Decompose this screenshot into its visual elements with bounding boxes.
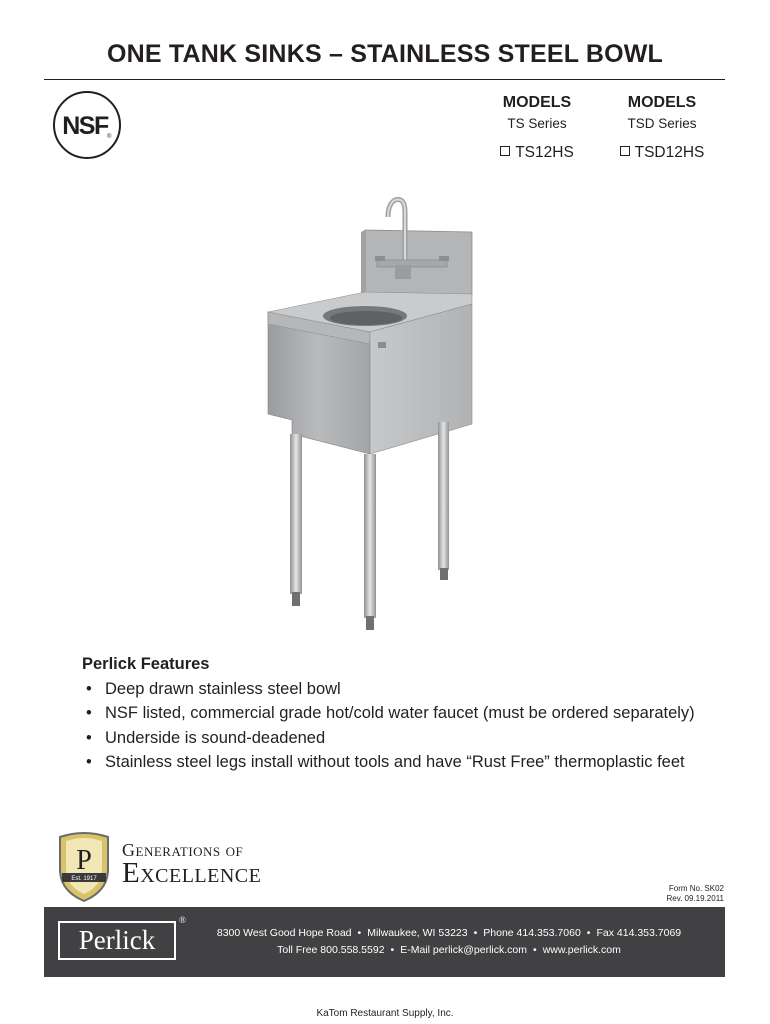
checkbox-icon[interactable] [620, 146, 630, 156]
website-link[interactable]: www.perlick.com [542, 944, 621, 956]
model-label: TS12HS [515, 144, 574, 161]
list-item: • NSF listed, commercial grade hot/cold water faucet (must be ordered separately) [82, 701, 722, 726]
series-label: TS Series [507, 116, 567, 131]
perlick-crest-logo [54, 831, 114, 903]
sink-product-image [230, 192, 520, 637]
models-column-ts [477, 94, 597, 162]
bullet-icon: • [86, 679, 92, 698]
nsf-logo-text: NSF [62, 112, 108, 140]
series-label: TSD Series [627, 116, 697, 131]
email-link[interactable]: E-Mail perlick@perlick.com [400, 944, 527, 956]
crest-est: Est. 1917 [71, 876, 97, 882]
bullet-icon: • [86, 728, 92, 747]
crest-letter: P [76, 845, 92, 876]
models-heading: MODELS [627, 94, 697, 111]
generations-tagline [122, 840, 261, 890]
model-option-tsd12hs[interactable] [602, 144, 722, 162]
list-item: • Deep drawn stainless steel bowl [82, 677, 722, 702]
model-option-ts12hs[interactable] [477, 144, 597, 162]
list-item: • Stainless steel legs install without tools and have “Rust Free” thermoplastic feet [82, 750, 722, 775]
features-heading: Perlick Features [82, 655, 210, 673]
nsf-logo [52, 90, 122, 160]
bullet-icon: • [86, 753, 92, 771]
form-number: Form No. SK02 Rev. 09.19.2011 [666, 884, 724, 903]
footer-contact [184, 925, 714, 959]
bullet-icon: • [86, 704, 92, 722]
model-label: TSD12HS [634, 144, 705, 161]
page-title: ONE TANK SINKS – STAINLESS STEEL BOWL [106, 40, 664, 68]
features-section [82, 652, 722, 775]
tagline-line2: Excellence [122, 857, 262, 889]
contact-line: Toll Free 800.558.5592 • E-Mail perlick@perlick.com • www.perlick.com [277, 944, 621, 956]
title-rule [44, 79, 725, 80]
list-item: • Underside is sound-deadened [82, 726, 722, 751]
perlick-logo: Perlick ® [58, 921, 176, 960]
registered-mark: ® [179, 915, 186, 925]
models-heading: MODELS [502, 94, 572, 111]
footer-bar [44, 907, 725, 977]
address-line: 8300 West Good Hope Road • Milwaukee, WI 53223 • Phone 414.353.7060 • Fax 414.353.7069 [216, 927, 682, 939]
credit-line: KaTom Restaurant Supply, Inc. [316, 1008, 454, 1019]
models-column-tsd [602, 94, 722, 162]
svg-text:®: ® [107, 134, 112, 140]
tagline-line1: Generations of [122, 840, 244, 860]
features-list [82, 677, 722, 775]
checkbox-icon[interactable] [500, 146, 510, 156]
